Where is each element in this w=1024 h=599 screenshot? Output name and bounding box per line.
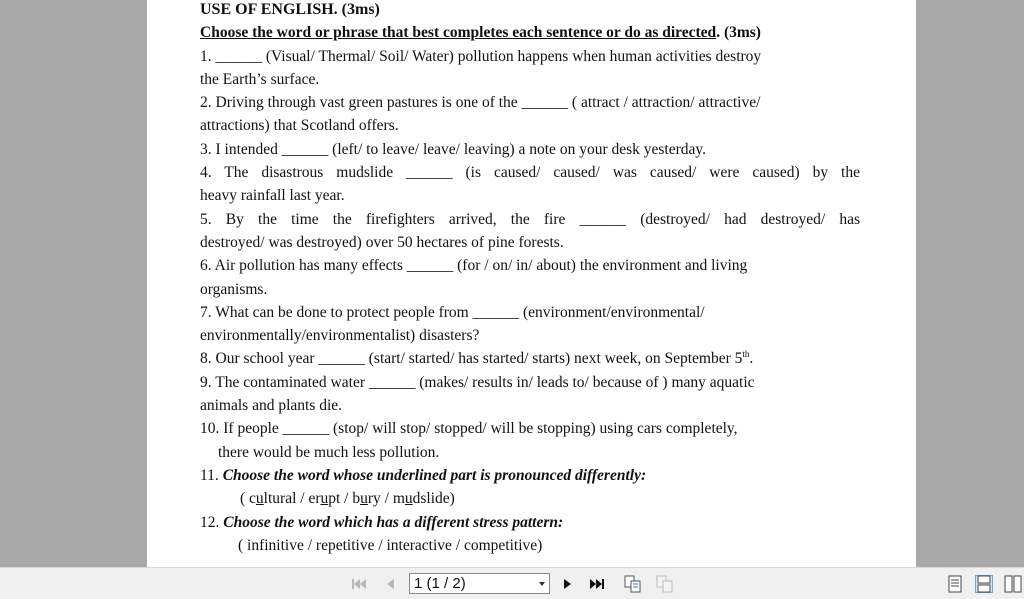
section-heading: USE OF ENGLISH. (3ms) xyxy=(200,1,380,18)
question-10-line-2: there would be much less pollution. xyxy=(218,443,440,461)
question-3-line-1: 3. I intended ______ (left/ to leave/ leave/ leaving) a note on your desk yesterday. xyxy=(200,140,707,158)
previous-page-icon[interactable] xyxy=(381,575,399,593)
instruction-line xyxy=(200,21,860,44)
question-12-instruction: Choose the word which has a different stress pattern: xyxy=(223,513,564,531)
question-1-line-2: the Earth’s surface. xyxy=(200,70,320,88)
question-9-line-1: 9. The contaminated water ______ (makes/ results in/ leads to/ because of ) many aquatic xyxy=(200,373,755,391)
question-9-line-2: animals and plants die. xyxy=(200,397,343,415)
question-2-line-2: attractions) that Scotland offers. xyxy=(200,117,399,135)
viewer-background-left xyxy=(0,0,147,567)
two-page-view-icon[interactable] xyxy=(1004,575,1022,593)
question-2-line-1: 2. Driving through vast green pastures is one of the ______ ( attract / attraction/ attractive/ xyxy=(200,94,761,112)
question-4-line-2: heavy rainfall last year. xyxy=(200,187,345,205)
q11-underlined-letter: u xyxy=(404,490,413,508)
question-5-line-1: 5. By the time the firefighters arrived, the fire ______ (destroyed/ had destroyed/ has xyxy=(200,210,860,228)
question-4-line-1: 4. The disastrous mudslide ______ (is caused/ caused/ was caused/ were caused) by the xyxy=(200,164,860,182)
question-8-text: 8. Our school year ______ (start/ started/ has started/ starts) next week, on September 5 xyxy=(200,350,743,368)
question-6-line-1: 6. Air pollution has many effects ______ (for / on/ in/ about) the environment and living xyxy=(200,257,748,275)
question-11-options xyxy=(200,487,860,510)
last-page-icon[interactable] xyxy=(588,575,606,593)
document-page xyxy=(147,0,916,567)
page-indicator: 1 (1 / 2) xyxy=(414,575,466,592)
question-12-options: ( infinitive / repetitive / interactive / competitive) xyxy=(238,536,543,554)
single-page-view-icon[interactable] xyxy=(946,575,964,593)
question-11-instruction: Choose the word whose underlined part is pronounced differently: xyxy=(222,466,647,484)
question-8-line-1 xyxy=(200,347,860,370)
question-11-number: 11. xyxy=(200,466,223,484)
question-7-line-1: 7. What can be done to protect people from ______ (environment/environmental/ xyxy=(200,303,705,321)
q11-underlined-letter: u xyxy=(360,490,368,508)
instruction-text: Choose the word or phrase that best completes each sentence or do as directed xyxy=(200,24,717,42)
page-selector[interactable] xyxy=(409,573,550,594)
continuous-view-icon[interactable] xyxy=(975,575,993,593)
instruction-points: . (3ms) xyxy=(716,24,761,42)
viewer-background-right xyxy=(916,0,1024,567)
first-page-icon[interactable] xyxy=(350,575,368,593)
question-8-period: . xyxy=(749,350,754,368)
viewer-toolbar xyxy=(0,567,1024,599)
next-page-icon[interactable] xyxy=(559,575,577,593)
copy-icon[interactable] xyxy=(624,575,642,593)
q11-opt-part: dslide) xyxy=(412,490,455,508)
page-content xyxy=(200,0,860,557)
question-7-line-2: environmentally/environmentalist) disasters? xyxy=(200,327,480,345)
question-12-number: 12. xyxy=(200,513,224,531)
q11-opt-part: ry / m xyxy=(367,490,405,508)
q11-opt-part: pt / b xyxy=(328,490,361,508)
chevron-down-icon xyxy=(539,582,545,586)
question-8-superscript: th xyxy=(742,349,750,360)
question-11-line-1 xyxy=(200,464,860,487)
question-5-line-2: destroyed/ was destroyed) over 50 hectares of pine forests. xyxy=(200,233,564,251)
q11-opt-part: ( c xyxy=(240,490,256,508)
question-10-line-1: 10. If people ______ (stop/ will stop/ stopped/ will be stopping) using cars completely, xyxy=(200,420,738,438)
question-6-line-2: organisms. xyxy=(200,280,268,298)
paste-icon[interactable] xyxy=(656,575,674,593)
q11-opt-part: ltural / er xyxy=(263,490,321,508)
q11-underlined-letter: u xyxy=(255,490,264,508)
question-12-line-1 xyxy=(200,511,860,534)
q11-underlined-letter: u xyxy=(320,490,329,508)
question-1-line-1: 1. ______ (Visual/ Thermal/ Soil/ Water) pollution happens when human activities destroy xyxy=(200,47,762,65)
